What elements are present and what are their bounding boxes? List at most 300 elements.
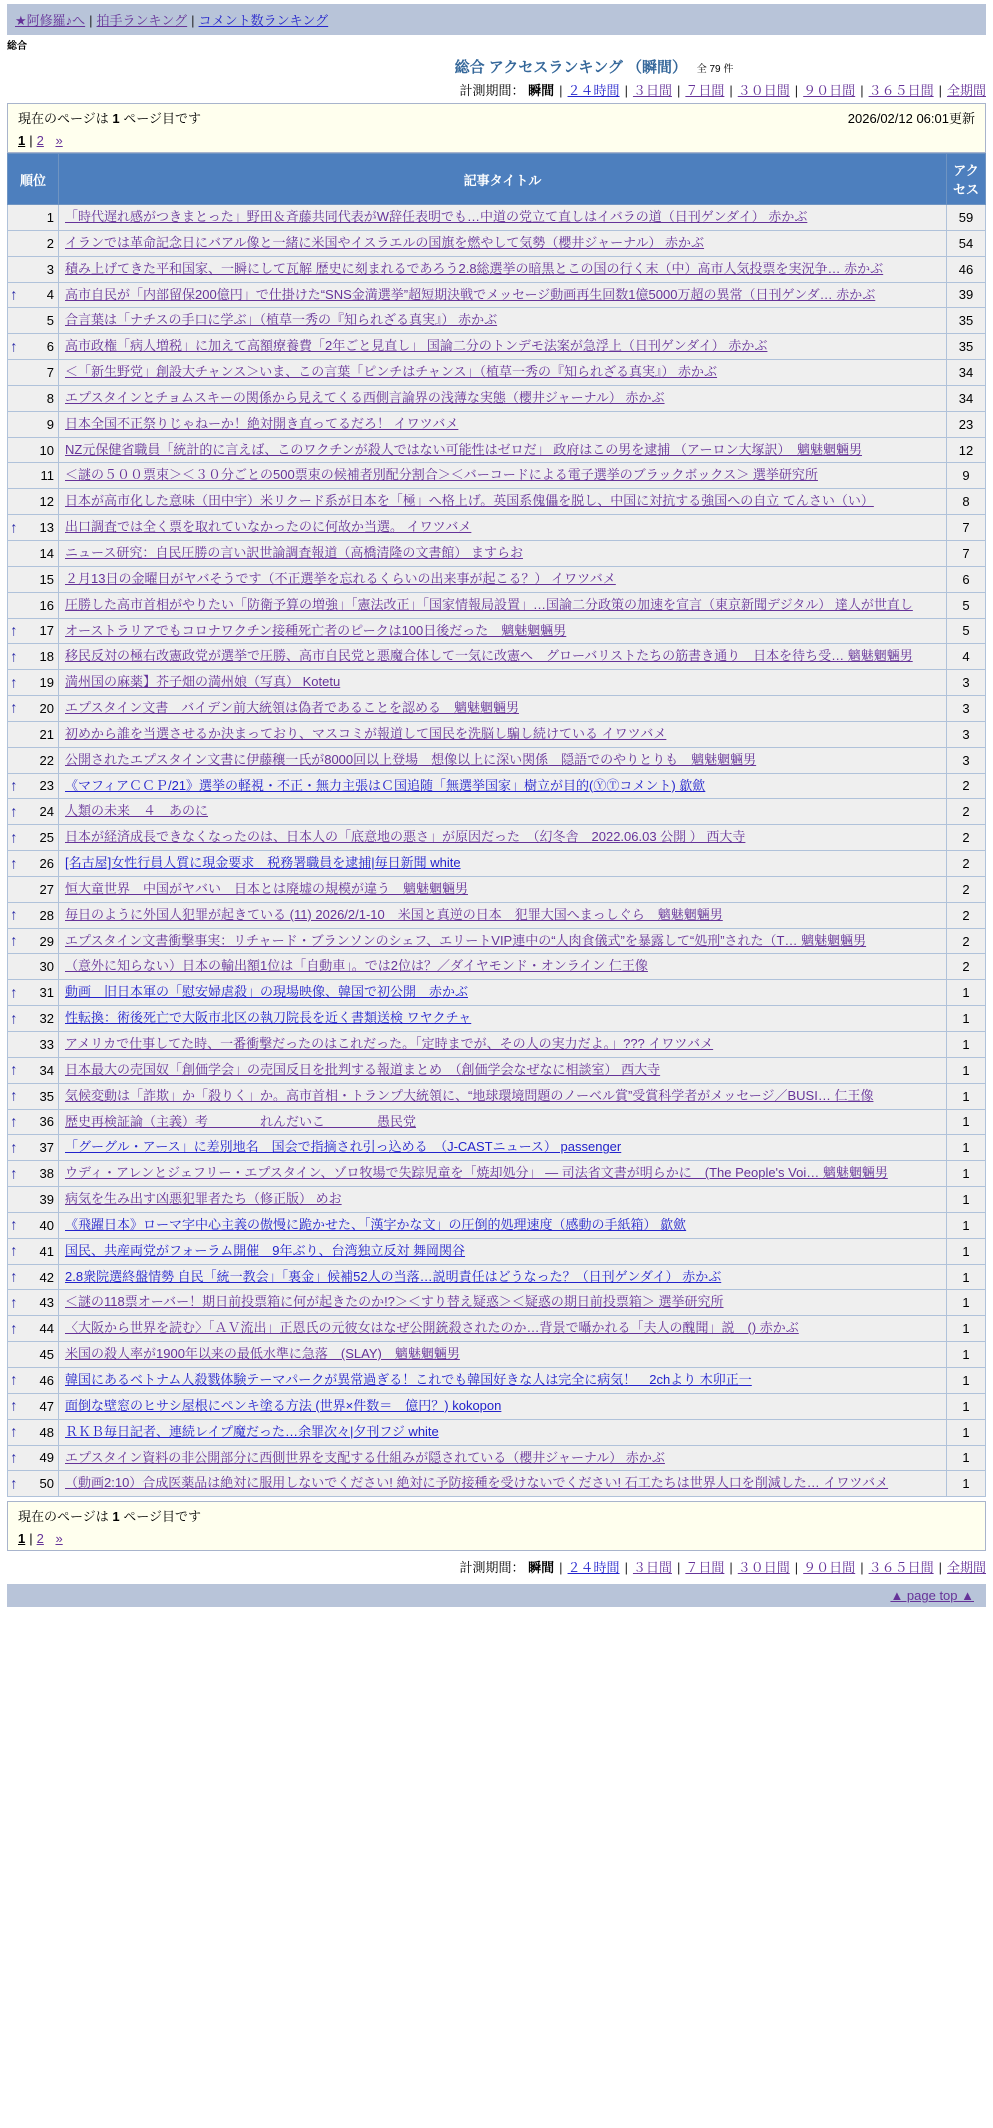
article-link[interactable]: 歴史再検証論（主義）考 れんだいこ 愚民党 — [65, 1113, 417, 1129]
title-column-header: 記事タイトル — [59, 154, 947, 205]
article-title-cell — [59, 1006, 947, 1032]
pagination — [18, 1531, 975, 1548]
access-count: 59 — [947, 205, 986, 231]
access-count: 35 — [947, 334, 986, 360]
access-count: 1 — [947, 1264, 986, 1290]
table-row — [8, 928, 986, 954]
rank-cell — [8, 980, 59, 1006]
total-count: 全 79 件 — [696, 64, 734, 75]
rank-column-header: 順位 — [8, 154, 59, 205]
rank-number: 37 — [39, 1140, 54, 1156]
separator: | — [624, 1560, 628, 1576]
article-link[interactable]: 動画 旧日本軍の「慰安婦虐殺」の現場映像、韓国で初公開 赤かぶ — [65, 984, 469, 1000]
access-count: 9 — [947, 463, 986, 489]
rank-cell — [8, 1161, 59, 1187]
table-row — [8, 747, 986, 773]
rank-number: 47 — [39, 1398, 54, 1414]
article-link[interactable]: ２月13日の金曜日がヤバそうです（不正選挙を忘れるくらいの出来事が起こる？） イワツバメ — [65, 570, 616, 586]
article-title-cell — [59, 1238, 947, 1264]
table-row — [8, 256, 986, 282]
rank-up-arrow-icon: ↑ — [10, 777, 18, 795]
rank-number: 17 — [39, 623, 54, 639]
table-row — [8, 230, 986, 256]
article-link[interactable]: 出口調査では全く票を取れていなかったのに何故か当選。 イワツバメ — [65, 519, 472, 535]
article-title-cell — [59, 1187, 947, 1213]
current-page-number: 1 — [112, 111, 120, 126]
rank-cell — [8, 1471, 59, 1497]
rank-cell — [8, 721, 59, 747]
separator: | — [729, 83, 733, 98]
table-row — [8, 851, 986, 877]
article-title-cell — [59, 1264, 947, 1290]
rank-cell — [8, 1342, 59, 1368]
table-row — [8, 980, 986, 1006]
separator: | — [676, 1560, 681, 1576]
rank-cell — [8, 1187, 59, 1213]
rank-cell — [8, 1445, 59, 1471]
article-link[interactable]: 高市政権「病人増税」に加えて高額療養費「2年ごと見直し」 国論二分のトンデモ法案が急浮上（日刊ゲンダイ） 赤かぶ — [65, 338, 768, 354]
page-top-link[interactable]: ▲ page top ▲ — [890, 1588, 974, 1604]
article-link[interactable]: 米国の殺人率が1900年以来の最低水準に急落 (SLAY) 魑魅魍魎男 — [65, 1346, 460, 1362]
table-row — [8, 1212, 986, 1238]
table-row — [8, 592, 986, 618]
article-link[interactable]: 公開されたエプスタイン文書に伊藤穰一氏が8000回以上登場 想像以上に深い関係 隠語でのやりとりも 魑魅魍魎男 — [65, 751, 757, 767]
rank-number: 4 — [46, 287, 54, 303]
period-current: 瞬間 — [524, 1560, 555, 1576]
separator: | — [860, 83, 864, 98]
rank-cell — [8, 566, 59, 592]
access-count: 7 — [947, 515, 986, 541]
access-count: 34 — [947, 385, 986, 411]
rank-number: 19 — [39, 675, 54, 691]
access-count: 3 — [947, 696, 986, 722]
rank-up-arrow-icon: ↑ — [10, 1242, 18, 1260]
period-link[interactable]: ９０日間 — [803, 83, 856, 98]
access-count: 1 — [947, 1161, 986, 1187]
table-row — [8, 954, 986, 980]
table-row — [8, 1187, 986, 1213]
rank-number: 49 — [39, 1450, 54, 1466]
article-title-cell — [59, 902, 947, 928]
rank-number: 39 — [39, 1191, 54, 1207]
access-count: 1 — [947, 1316, 986, 1342]
rank-cell — [8, 308, 59, 334]
table-row — [8, 515, 986, 541]
rank-up-arrow-icon: ↑ — [10, 622, 18, 640]
period-link[interactable]: ７日間 — [685, 1560, 725, 1576]
separator: | — [89, 13, 93, 28]
period-link[interactable]: ３６５日間 — [868, 83, 934, 98]
article-link[interactable]: ＜謎の５００票束＞＜３０分ごとの500票束の候補者別配分割合＞＜バーコードによる電子選挙のブラックボックス＞ 選挙研究所 — [65, 467, 818, 483]
current-page-text: 現在のページは 1 ページ目です — [18, 1509, 201, 1525]
table-row — [8, 1057, 986, 1083]
article-link[interactable]: ＲＫＢ毎日記者、連続レイプ魔だった…余罪次々|夕刊フジ white — [65, 1423, 439, 1439]
article-link[interactable]: 「グーグル・アース」に差別地名 国会で指摘され引っ込める （J-CASTニュース） passenger — [65, 1139, 622, 1155]
article-link[interactable]: エプスタイン文書 バイデン前大統領は偽者であることを認める 魑魅魍魎男 — [65, 700, 519, 716]
pager-box-bottom — [7, 1501, 986, 1551]
article-link[interactable]: オーストラリアでもコロナワクチン接種死亡者のピークは100日後だった 魑魅魍魎男 — [65, 622, 567, 638]
table-row — [8, 1032, 986, 1058]
rank-number: 50 — [39, 1476, 54, 1492]
period-link[interactable]: 全期間 — [946, 1560, 986, 1576]
table-row — [8, 1264, 986, 1290]
article-link[interactable]: 高市自民が「内部留保200億円」で仕掛けた“SNS金満選挙”超短期決戦でメッセージ動画再生回数1億5000万超の異常（日刊ゲンダ… 赤かぶ — [65, 286, 876, 302]
rank-number: 9 — [46, 416, 54, 432]
rank-number: 7 — [46, 364, 54, 380]
period-links-top — [7, 80, 986, 99]
article-title-cell — [59, 308, 947, 334]
rank-up-arrow-icon: ↑ — [10, 1113, 18, 1131]
period-link[interactable]: ９０日間 — [803, 1560, 856, 1576]
article-link[interactable]: 面倒な壁窓のヒサシ屋根にペンキ塗る方法 (世界×件数＝ 億円？) kokopon — [65, 1397, 502, 1413]
rank-cell — [8, 747, 59, 773]
rank-cell — [8, 670, 59, 696]
article-title-cell — [59, 1212, 947, 1238]
separator: | — [676, 83, 681, 98]
article-link[interactable]: 国民、共産両党がフォーラム開催 9年ぶり、台湾独立反対 舞岡関谷 — [65, 1242, 466, 1258]
access-count: 1 — [947, 1032, 986, 1058]
table-row — [8, 1109, 986, 1135]
article-link[interactable]: 性転換：術後死亡で大阪市北区の執刀院長を近く書類送検 ワヤクチャ — [65, 1010, 472, 1026]
table-row — [8, 308, 986, 334]
access-count: 46 — [947, 256, 986, 282]
article-title-cell — [59, 670, 947, 696]
rank-number: 30 — [39, 959, 54, 975]
rank-cell — [8, 1032, 59, 1058]
rank-cell — [8, 282, 59, 308]
article-title-cell — [59, 1316, 947, 1342]
access-count: 8 — [947, 489, 986, 515]
table-row — [8, 670, 986, 696]
access-count: 1 — [947, 1109, 986, 1135]
rank-number: 45 — [39, 1347, 54, 1363]
access-count: 39 — [947, 282, 986, 308]
rank-number: 32 — [39, 1011, 54, 1027]
article-title-cell — [59, 1083, 947, 1109]
article-title-cell — [59, 644, 947, 670]
period-link[interactable]: ３日間 — [632, 1560, 672, 1576]
article-title-cell — [59, 566, 947, 592]
period-link[interactable]: ２４時間 — [567, 1560, 620, 1576]
article-link[interactable]: 満州国の麻薬】芥子畑の満州娘（写真） Kotetu — [65, 674, 341, 690]
rank-number: 29 — [39, 933, 54, 949]
rank-number: 43 — [39, 1295, 54, 1311]
article-link[interactable]: 韓国にあるベトナム人殺戮体験テーマパークが異常過ぎる！これでも韓国好きな人は完全に病気！ 2chより 木卯正一 — [65, 1371, 752, 1387]
rank-number: 26 — [39, 856, 54, 872]
article-title-cell — [59, 360, 947, 386]
rank-number: 40 — [39, 1217, 54, 1233]
article-link[interactable]: アメリカで仕事してた時、一番衝撃だったのはこれだった。「定時までが、その人の実力だよ。」??? イワツバメ — [65, 1036, 714, 1051]
rank-number: 28 — [39, 907, 54, 923]
period-link[interactable]: ３０日間 — [737, 83, 790, 98]
article-title-cell — [59, 205, 947, 231]
rank-up-arrow-icon: ↑ — [10, 829, 18, 847]
period-label: 計測期間： — [459, 1560, 525, 1576]
period-link[interactable]: ２４時間 — [567, 83, 620, 98]
table-row — [8, 1161, 986, 1187]
rank-cell — [8, 592, 59, 618]
article-link[interactable]: ウディ・アレンとジェフリー・エプスタイン、ゾロ牧場で失踪児童を「焼却処分」 ― 司法省文書が明らかに (The People's Voi… 魑魅魍魎男 — [65, 1165, 888, 1181]
article-title-cell — [59, 489, 947, 515]
period-label: 計測期間： — [459, 83, 525, 98]
rank-number: 3 — [46, 261, 54, 277]
access-count: 2 — [947, 773, 986, 799]
pager-box-top — [7, 103, 986, 153]
article-title-cell — [59, 696, 947, 722]
article-link[interactable]: 恒大童世界 中国がヤバい 日本とは廃墟の規模が違う 魑魅魍魎男 — [65, 880, 469, 896]
table-row — [8, 721, 986, 747]
rank-up-arrow-icon: ↑ — [10, 1475, 18, 1493]
rank-number: 46 — [39, 1372, 54, 1388]
rank-number: 11 — [40, 468, 54, 484]
next-page-link[interactable]: » — [55, 133, 63, 148]
access-count: 34 — [947, 360, 986, 386]
table-row — [8, 644, 986, 670]
article-title-cell — [59, 385, 947, 411]
access-count: 3 — [947, 747, 986, 773]
article-title-cell — [59, 1367, 947, 1393]
separator: | — [29, 133, 33, 148]
rank-number: 24 — [39, 804, 54, 820]
rank-cell — [8, 437, 59, 463]
access-count: 2 — [947, 876, 986, 902]
article-title-cell — [59, 1445, 947, 1471]
rank-number: 13 — [39, 520, 54, 536]
article-link[interactable]: 日本が経済成長できなくなったのは、日本人の「底意地の悪さ」が原因だった （幻冬舎 2022.06.03 公開 ） 西大寺 — [65, 829, 746, 845]
page-number-current: 1 — [18, 1531, 26, 1547]
rank-up-arrow-icon: ↑ — [10, 1320, 18, 1338]
rank-cell — [8, 696, 59, 722]
rank-up-arrow-icon: ↑ — [10, 1449, 18, 1467]
rank-cell — [8, 385, 59, 411]
access-count: 1 — [947, 1057, 986, 1083]
period-link[interactable]: ３６５日間 — [868, 1560, 934, 1576]
rank-number: 34 — [39, 1062, 54, 1078]
separator: | — [794, 1560, 799, 1576]
access-count: 2 — [947, 799, 986, 825]
period-link[interactable]: ７日間 — [685, 83, 725, 98]
rank-up-arrow-icon: ↑ — [10, 1371, 18, 1389]
article-link[interactable]: エプスタイン文書衝撃事実：リチャード・ブランソンのシェフ、エリートVIP連中の“人肉食儀式”を暴露して“処刑”された（T… 魑魅魍魎男 — [65, 932, 867, 948]
rank-cell — [8, 799, 59, 825]
rank-up-arrow-icon: ↑ — [10, 519, 18, 537]
rank-number: 15 — [39, 571, 54, 587]
rank-cell — [8, 230, 59, 256]
article-link[interactable]: （意外に知らない）日本の輸出額1位は「自動車」。では2位は？／ダイヤモンド・オンライン 仁王像 — [65, 958, 648, 974]
rank-cell — [8, 954, 59, 980]
topbar-link[interactable]: コメント数ランキング — [198, 13, 329, 28]
access-count: 2 — [947, 825, 986, 851]
article-link[interactable]: 2.8衆院選終盤情勢 自民「統一教会」「裏金」候補52人の当落…説明責任はどうなった？（日刊ゲンダイ） 赤かぶ — [65, 1268, 722, 1284]
rank-cell — [8, 540, 59, 566]
article-link[interactable]: エプスタインとチョムスキーの関係から見えてくる西側言論界の浅薄な実態（櫻井ジャーナル） 赤かぶ — [65, 389, 665, 405]
article-link[interactable]: 積み上げてきた平和国家、一瞬にして瓦解 歴史に刻まれるであろう2.8総選挙の暗黒とこの国の行く末（中）高市人気投票を実況争… 赤かぶ — [65, 260, 884, 276]
article-link[interactable]: 「時代遅れ感がつきまとった」野田＆斉藤共同代表がW辞任表明でも…中道の党立て直しはイバラの道（日刊ゲンダイ） 赤かぶ — [65, 209, 808, 224]
table-row — [8, 489, 986, 515]
table-row — [8, 1367, 986, 1393]
rank-number: 25 — [39, 830, 54, 846]
article-title-cell — [59, 876, 947, 902]
access-count: 1 — [947, 1006, 986, 1032]
access-count: 35 — [947, 308, 986, 334]
article-link[interactable]: 初めから誰を当選させるか決まっており、マスコミが報道して国民を洗脳し騙し続けている イワツバメ — [65, 725, 667, 741]
access-count: 1 — [947, 1471, 986, 1497]
rank-cell — [8, 205, 59, 231]
access-count: 3 — [947, 721, 986, 747]
table-row — [8, 1238, 986, 1264]
rank-cell — [8, 1393, 59, 1419]
rank-up-arrow-icon: ↑ — [10, 286, 18, 304]
rank-cell — [8, 1057, 59, 1083]
top-nav-bar — [7, 4, 986, 35]
rank-up-arrow-icon: ↑ — [10, 1216, 18, 1234]
article-title-cell — [59, 256, 947, 282]
access-count: 2 — [947, 928, 986, 954]
access-count: 7 — [947, 540, 986, 566]
rank-number: 21 — [39, 726, 54, 742]
article-link[interactable]: 病気を生み出す凶悪犯罪者たち（修正版） めお — [65, 1191, 342, 1207]
table-row — [8, 1316, 986, 1342]
separator: | — [559, 83, 563, 98]
separator — [48, 1531, 52, 1546]
separator: | — [29, 1531, 33, 1547]
table-row — [8, 437, 986, 463]
article-title-cell — [59, 1109, 947, 1135]
period-link[interactable]: ３日間 — [632, 83, 672, 98]
article-link[interactable]: （動画2:10）合成医薬品は絶対に服用しないでください! 絶対に予防接種を受けないでください! 石工たちは世界人口を削減した… イワツバメ — [65, 1475, 889, 1491]
table-row — [8, 334, 986, 360]
rank-up-arrow-icon: ↑ — [10, 855, 18, 873]
topbar-link[interactable]: 拍手ランキング — [96, 13, 188, 28]
article-title-cell — [59, 1471, 947, 1497]
article-link[interactable]: 毎日のように外国人犯罪が起きている (11) 2026/2/1-10 米国と真逆の日本 犯罪大国へまっしぐら 魑魅魍魎男 — [65, 906, 723, 922]
table-row — [8, 360, 986, 386]
current-page-text: 現在のページは 1 ページ目です — [18, 111, 201, 126]
article-link[interactable]: NZ元保健省職員「統計的に言えば、このワクチンが殺人ではない可能性はゼロだ」 政府はこの男を逮捕 （アーロン大塚訳） 魑魅魍魎男 — [65, 441, 863, 457]
separator: | — [191, 13, 195, 28]
access-count: 1 — [947, 1135, 986, 1161]
table-row — [8, 876, 986, 902]
rank-number: 41 — [39, 1243, 54, 1259]
article-link[interactable]: 日本が高市化した意味（田中宇）米リクード系が日本を「極」へ格上げ。英国系傀儡を脱し、中国に対抗する強国への自立 てんさい（い） — [65, 493, 874, 509]
rank-cell — [8, 1419, 59, 1445]
article-link[interactable]: ニュース研究：自民圧勝の言い訳世論調査報道（高橋清隆の文書館） ますらお — [65, 544, 523, 560]
table-row — [8, 1342, 986, 1368]
rank-cell — [8, 463, 59, 489]
article-link[interactable]: ＜謎の118票オーバー！期日前投票箱に何が起きたのか!?＞＜すり替え疑惑＞＜疑惑の期日前投票箱＞ 選挙研究所 — [65, 1294, 724, 1310]
rank-number: 23 — [39, 778, 54, 794]
next-page-link[interactable]: » — [55, 1531, 63, 1547]
rank-up-arrow-icon: ↑ — [10, 1423, 18, 1441]
rank-cell — [8, 851, 59, 877]
separator: | — [860, 1560, 864, 1576]
access-count: 6 — [947, 566, 986, 592]
article-link[interactable]: 合言葉は「ナチスの手口に学ぶ」（植草一秀の『知られざる真実』） 赤かぶ — [65, 312, 498, 328]
rank-cell — [8, 489, 59, 515]
rank-cell — [8, 1135, 59, 1161]
article-title-cell — [59, 540, 947, 566]
article-link[interactable]: 人類の未来 ４ あのに — [65, 803, 209, 819]
rank-cell — [8, 644, 59, 670]
article-title-cell — [59, 825, 947, 851]
access-count: 2 — [947, 902, 986, 928]
access-count: 1 — [947, 1212, 986, 1238]
section-label: 総合 — [7, 41, 27, 52]
table-row — [8, 902, 986, 928]
article-link[interactable]: エプスタイン資料の非公開部分に西側世界を支配する仕組みが隠されている（櫻井ジャーナル） 赤かぶ — [65, 1449, 665, 1465]
article-link[interactable]: ＜「新生野党」創設大チャンス＞いま、この言葉「ピンチはチャンス」（植草一秀の『知られざる真実』） 赤かぶ — [65, 364, 718, 380]
rank-up-arrow-icon: ↑ — [10, 338, 18, 356]
article-link[interactable]: 気候変動は「詐欺」か「殺りく」か。高市首相・トランプ大統領に、“地球環境問題のノーベル賞”受賞科学者がメッセージ／BUSI… 仁王像 — [65, 1087, 874, 1103]
ranking-table — [7, 153, 986, 1497]
rank-number: 42 — [39, 1269, 54, 1285]
article-link[interactable]: 《飛躍日本》ローマ字中心主義の傲慢に跪かせた、「漢字かな文」の圧倒的処理速度（感動の手紙箱） 歙歛 — [65, 1216, 687, 1232]
period-links-bottom — [7, 1557, 986, 1576]
topbar-link[interactable]: ★阿修羅♪へ — [15, 13, 86, 28]
rank-number: 33 — [39, 1036, 54, 1052]
access-count: 1 — [947, 1290, 986, 1316]
rank-cell — [8, 773, 59, 799]
rank-number: 20 — [39, 700, 54, 716]
period-link[interactable]: ３０日間 — [737, 1560, 790, 1576]
page-number-current: 1 — [18, 133, 26, 148]
article-link[interactable]: 日本最大の売国奴「創価学会」の売国反日を批判する報道まとめ （創価学会なぜなに相談室） 西大寺 — [65, 1061, 661, 1077]
rank-cell — [8, 1264, 59, 1290]
article-title-cell — [59, 1032, 947, 1058]
article-title-cell — [59, 282, 947, 308]
page-top-bar — [7, 1584, 986, 1607]
rank-cell — [8, 902, 59, 928]
article-link[interactable]: [名古屋]女性行員人質に現金要求 税務署職員を逮捕|毎日新聞 white — [65, 855, 461, 871]
table-row — [8, 411, 986, 437]
article-link[interactable]: 圧勝した高市首相がやりたい「防衛予算の増強」「憲法改正」「国家情報局設置」…国論二分政策の加速を宣言（東京新聞デジタル） 達人が世直し — [65, 596, 913, 612]
rank-cell — [8, 928, 59, 954]
table-row — [8, 385, 986, 411]
article-link[interactable]: 日本全国不正祭りじゃねーか！絶対開き直ってるだろ！ イワツバメ — [65, 415, 459, 431]
rank-number: 10 — [39, 442, 54, 458]
access-count: 1 — [947, 980, 986, 1006]
period-link[interactable]: 全期間 — [946, 83, 986, 98]
rank-cell — [8, 256, 59, 282]
page-number-link[interactable]: 2 — [36, 1531, 44, 1547]
rank-up-arrow-icon: ↑ — [10, 1061, 18, 1079]
article-link[interactable]: 《マフィアＣＣＰ/21》選挙の軽視・不正・無力主張はＣ国追随「無選挙国家」樹立が目的(ⓎⓉコメント) 歙歛 — [65, 777, 706, 793]
page-number-link[interactable]: 2 — [36, 133, 44, 148]
rank-number: 27 — [39, 881, 54, 897]
article-link[interactable]: 移民反対の極右改憲政党が選挙で圧勝、高市自民党と悪魔合体して一気に改憲へ グローバリストたちの筋書き通り 日本を待ち受… 魑魅魍魎男 — [65, 648, 913, 664]
article-link[interactable]: イランでは革命記念日にバアル像と一緒に米国やイスラエルの国旗を燃やして気勢（櫻井ジャーナル） 赤かぶ — [65, 234, 705, 250]
rank-number: 5 — [46, 313, 54, 329]
rank-cell — [8, 1290, 59, 1316]
article-link[interactable]: 〈大阪から世界を読む〉「ＡＶ流出」正恩氏の元彼女はなぜ公開銃殺されたのか…背景で囁かれる「夫人の醜聞」説 () 赤かぶ — [65, 1320, 799, 1336]
rank-number: 31 — [39, 985, 54, 1001]
article-title-cell — [59, 411, 947, 437]
article-title-cell — [59, 592, 947, 618]
article-title-cell — [59, 230, 947, 256]
rank-up-arrow-icon: ↑ — [10, 1087, 18, 1105]
rank-up-arrow-icon: ↑ — [10, 803, 18, 821]
article-title-cell — [59, 1057, 947, 1083]
separator: | — [729, 1560, 733, 1576]
rank-up-arrow-icon: ↑ — [10, 1294, 18, 1312]
rank-up-arrow-icon: ↑ — [10, 932, 18, 950]
article-title-cell — [59, 1393, 947, 1419]
rank-cell — [8, 334, 59, 360]
rank-number: 36 — [39, 1114, 54, 1130]
article-title-cell — [59, 954, 947, 980]
table-row — [8, 540, 986, 566]
article-title-cell — [59, 1290, 947, 1316]
